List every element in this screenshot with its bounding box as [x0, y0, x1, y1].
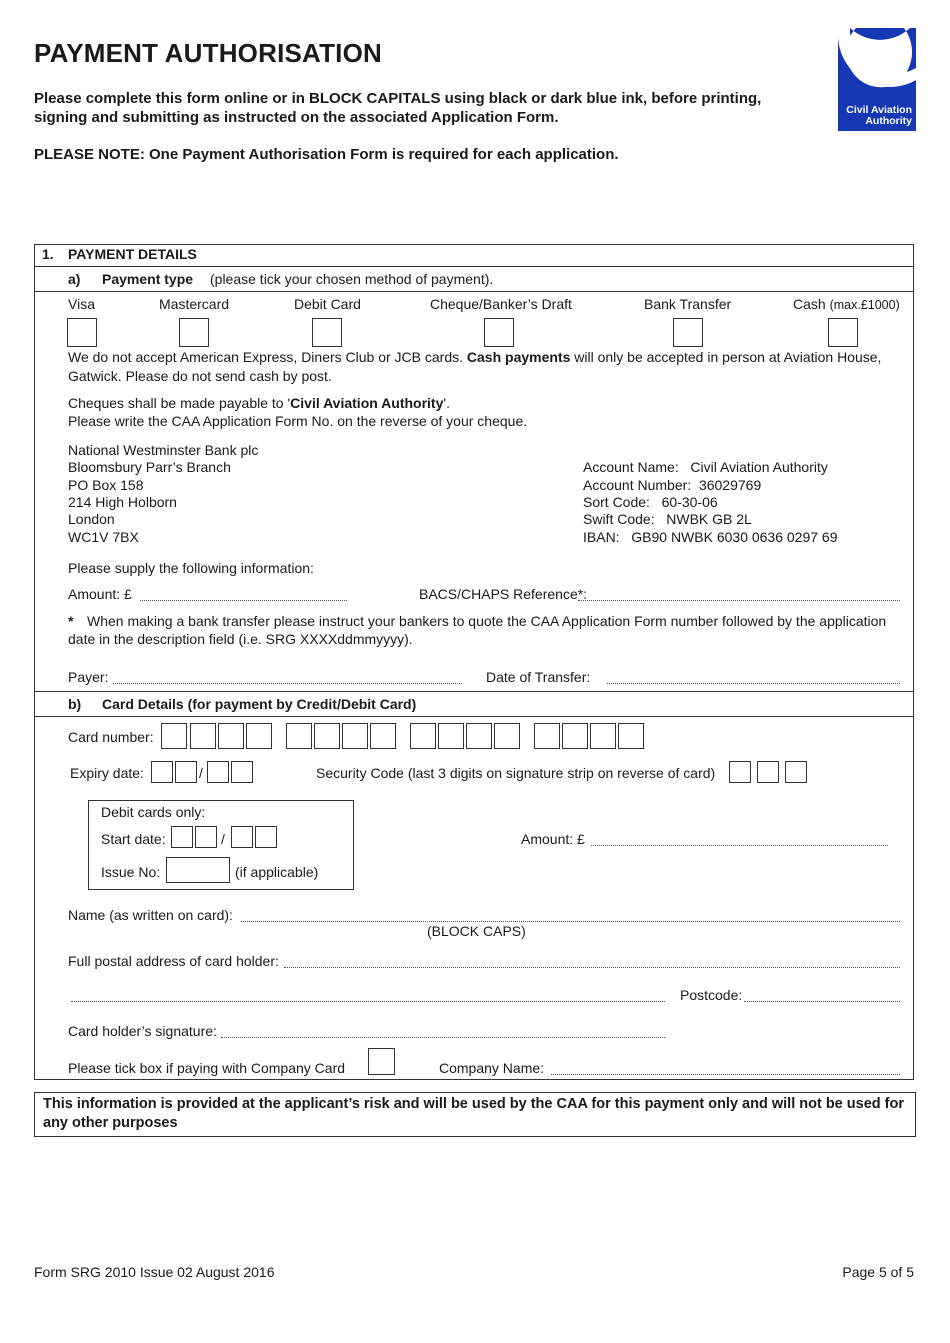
payment-type-title: Payment type	[102, 271, 194, 287]
bank-address-line: 214 High Holborn	[68, 494, 177, 510]
cheque-checkbox[interactable]	[484, 318, 514, 347]
signature-field[interactable]	[221, 1037, 665, 1038]
card-digit-box[interactable]	[618, 723, 644, 749]
account-name: Account Name: Civil Aviation Authority	[583, 459, 828, 475]
card-digit-box[interactable]	[410, 723, 436, 749]
note-text: PLEASE NOTE: One Payment Authorisation Form is required for each application.	[34, 146, 619, 163]
bank-address-line: National Westminster Bank plc	[68, 442, 259, 458]
disclaimer: This information is provided at the applicant’s risk and will be used by the CAA for this payment only and will not be used for any other purposes	[34, 1092, 916, 1137]
transfer-note-line2: date in the description field (i.e. SRG XXXXddmmyyyy).	[68, 631, 413, 647]
method-mastercard-label: Mastercard	[159, 296, 230, 312]
intro-text: Please complete this form online or in BLOCK CAPITALS using black or dark blue ink, before printing, signing and submitting as instructed on the associated Application Form.	[34, 90, 762, 126]
issue-no-input[interactable]	[166, 857, 230, 883]
expiry-date-label: Expiry date:	[70, 765, 144, 781]
start-date-label: Start date:	[101, 831, 166, 847]
card-digit-box[interactable]	[161, 723, 187, 749]
asterisk-mark: *	[68, 613, 74, 629]
if-applicable-label: (if applicable)	[235, 864, 319, 880]
company-name-input[interactable]	[551, 1074, 900, 1075]
method-transfer-label: Bank Transfer	[644, 296, 732, 312]
expiry-month-box[interactable]	[151, 761, 173, 783]
caa-logo	[838, 28, 916, 131]
signature-label: Card holder’s signature:	[68, 1023, 217, 1039]
card-digit-box[interactable]	[466, 723, 492, 749]
date-of-transfer-input[interactable]	[607, 683, 900, 684]
cardholder-name-input[interactable]	[241, 921, 900, 922]
card-digit-box[interactable]	[218, 723, 244, 749]
transfer-note: When making a bank transfer please instruct your bankers to quote the CAA Application Form number followed by the application	[87, 613, 887, 629]
mastercard-checkbox[interactable]	[179, 318, 209, 347]
postal-address-label: Full postal address of card holder:	[68, 953, 279, 969]
visa-checkbox[interactable]	[67, 318, 97, 347]
card-details-title: Card Details (for payment by Credit/Debit Card)	[102, 696, 417, 712]
start-month-box[interactable]	[195, 826, 217, 848]
card-digit-box[interactable]	[590, 723, 616, 749]
card-digit-box[interactable]	[190, 723, 216, 749]
sort-code: Sort Code: 60-30-06	[583, 494, 718, 510]
bank-address-line: Bloomsbury Parr’s Branch	[68, 459, 231, 475]
company-card-checkbox[interactable]	[368, 1048, 395, 1075]
page-title: PAYMENT AUTHORISATION	[34, 38, 382, 68]
card-digit-box[interactable]	[494, 723, 520, 749]
expiry-year-box[interactable]	[207, 761, 229, 783]
debit-only-label: Debit cards only:	[101, 804, 206, 820]
bacs-reference-input[interactable]	[578, 600, 900, 601]
security-code-box[interactable]	[729, 761, 751, 783]
start-year-box[interactable]	[255, 826, 277, 848]
payment-details-section	[34, 244, 914, 1080]
security-code-box[interactable]	[785, 761, 807, 783]
expiry-month-box[interactable]	[175, 761, 197, 783]
expiry-year-box[interactable]	[231, 761, 253, 783]
swift-code: Swift Code: NWBK GB 2L	[583, 511, 752, 527]
company-card-label: Please tick box if paying with Company Card	[68, 1060, 346, 1076]
debit-card-checkbox[interactable]	[312, 318, 342, 347]
expiry-separator: /	[199, 765, 203, 781]
account-number: Account Number: 36029769	[583, 477, 762, 493]
subsection-a-label: a)	[68, 271, 81, 287]
payer-input[interactable]	[113, 683, 462, 684]
section-title: PAYMENT DETAILS	[68, 246, 197, 262]
company-name-label: Company Name:	[439, 1060, 545, 1076]
postcode-label: Postcode:	[680, 987, 743, 1003]
cheque-payable: Cheques shall be made payable to 'Civil Aviation Authority'.	[68, 395, 450, 411]
card-digit-box[interactable]	[314, 723, 340, 749]
start-month-box[interactable]	[171, 826, 193, 848]
card-digit-box[interactable]	[286, 723, 312, 749]
card-digit-box[interactable]	[562, 723, 588, 749]
payment-type-hint: (please tick your chosen method of payment).	[210, 271, 494, 287]
card-digit-box[interactable]	[246, 723, 272, 749]
card-digit-box[interactable]	[534, 723, 560, 749]
postal-address-input[interactable]	[284, 967, 900, 968]
method-cheque-label: Cheque/Banker’s Draft	[430, 296, 572, 312]
card-amount-input[interactable]	[591, 845, 888, 846]
card-amount-label: Amount: £	[521, 831, 585, 847]
bacs-reference-label: BACS/CHAPS Reference*:	[419, 586, 588, 602]
bank-transfer-checkbox[interactable]	[673, 318, 703, 347]
card-notice-line2: Gatwick. Please do not send cash by post.	[68, 368, 332, 384]
logo-text: Civil Aviation Authority	[846, 104, 912, 127]
form-reference: Form SRG 2010 Issue 02 August 2016	[34, 1264, 275, 1280]
block-caps-hint: (BLOCK CAPS)	[427, 923, 526, 939]
method-cash-label: Cash (max.£1000)	[793, 296, 900, 312]
iban: IBAN: GB90 NWBK 6030 0636 0297 69	[583, 529, 838, 545]
subsection-b-label: b)	[68, 696, 82, 712]
cardholder-name-label: Name (as written on card):	[68, 907, 233, 923]
postcode-input[interactable]	[744, 1001, 900, 1002]
postal-address-line2-input[interactable]	[71, 1001, 665, 1002]
bank-address-line: London	[68, 511, 115, 527]
supply-info-text: Please supply the following information:	[68, 560, 314, 576]
cash-checkbox[interactable]	[828, 318, 858, 347]
section-number: 1.	[42, 246, 54, 262]
start-year-box[interactable]	[231, 826, 253, 848]
cheque-instruction: Please write the CAA Application Form No. on the reverse of your cheque.	[68, 413, 528, 429]
page-number: Page 5 of 5	[842, 1264, 914, 1280]
method-debit-label: Debit Card	[294, 296, 361, 312]
security-code-box[interactable]	[757, 761, 779, 783]
bank-address-line: WC1V 7BX	[68, 529, 139, 545]
card-digit-box[interactable]	[370, 723, 396, 749]
date-of-transfer-label: Date of Transfer:	[486, 669, 591, 685]
start-date-separator: /	[221, 831, 225, 847]
issue-no-label: Issue No:	[101, 864, 161, 880]
card-digit-box[interactable]	[342, 723, 368, 749]
method-visa-label: Visa	[68, 296, 95, 312]
bank-address-line: PO Box 158	[68, 477, 144, 493]
amount-input[interactable]	[140, 600, 347, 601]
card-digit-box[interactable]	[438, 723, 464, 749]
card-number-label: Card number:	[68, 729, 154, 745]
amount-label: Amount: £	[68, 586, 132, 602]
card-notice: We do not accept American Express, Diners Club or JCB cards. Cash payments will only be accepted in person at Aviation House,	[68, 349, 882, 365]
payer-label: Payer:	[68, 669, 109, 685]
security-code-label: Security Code (last 3 digits on signature strip on reverse of card)	[316, 765, 716, 781]
